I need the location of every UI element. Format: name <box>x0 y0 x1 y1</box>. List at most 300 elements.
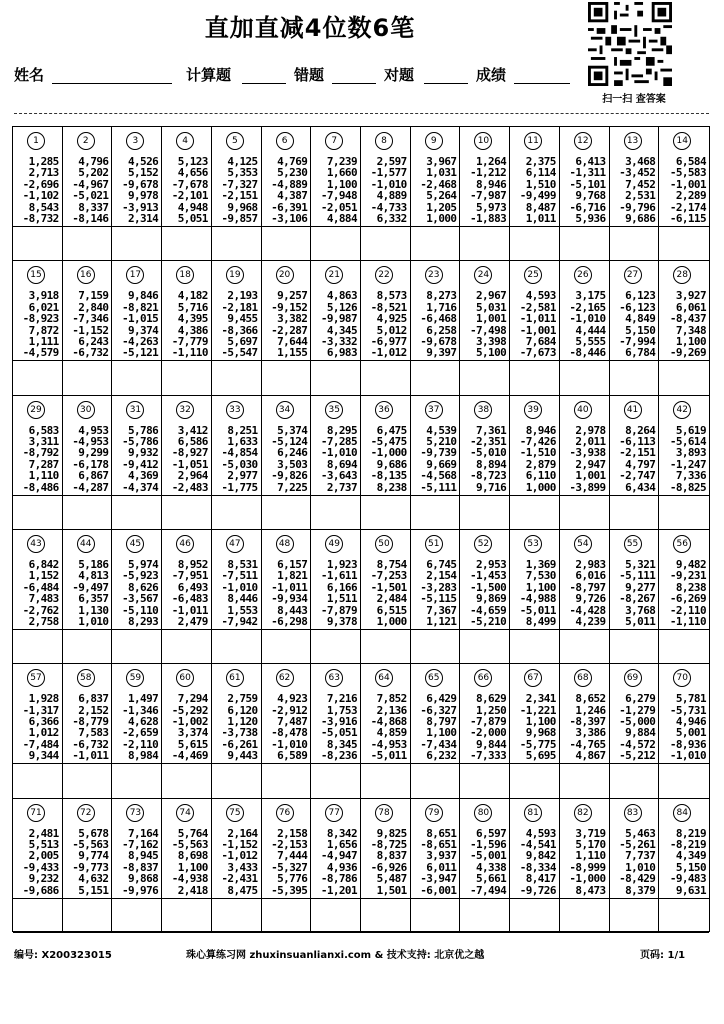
problem-value: 8,487 <box>525 200 556 214</box>
problem-value: 9,482 <box>675 557 706 571</box>
score-field[interactable] <box>514 83 570 84</box>
answer-box[interactable] <box>212 764 262 798</box>
problem-value: -9,726 <box>519 883 556 897</box>
problem-value: 3,768 <box>625 603 656 617</box>
problem-value: 9,443 <box>227 749 258 763</box>
answer-box[interactable] <box>659 496 709 530</box>
problem-value: 2,879 <box>525 457 556 471</box>
answer-box[interactable] <box>112 630 162 664</box>
problem-value: 8,797 <box>426 715 457 729</box>
problem-value: -7,494 <box>469 883 507 897</box>
problem-cell <box>262 530 312 630</box>
problem-cell <box>560 664 610 764</box>
problem-number: 34 <box>276 401 294 419</box>
problem-value: 5,973 <box>476 200 507 214</box>
answer-box[interactable] <box>262 899 312 933</box>
problem-cell <box>13 261 63 361</box>
problem-value: -1,001 <box>519 323 556 337</box>
problem-values <box>221 425 257 493</box>
answer-box[interactable] <box>311 764 361 798</box>
answer-box[interactable] <box>13 227 63 261</box>
problem-value: 2,136 <box>376 703 407 717</box>
problem-value: 1,012 <box>28 726 59 740</box>
problem-value: 1,510 <box>525 177 556 191</box>
problem-number: 13 <box>624 132 642 150</box>
problem-value: -8,821 <box>121 300 159 314</box>
answer-box[interactable] <box>411 496 461 530</box>
answer-box[interactable] <box>13 764 63 798</box>
problem-value: 4,526 <box>128 155 159 168</box>
problem-values <box>122 559 158 627</box>
answer-box[interactable] <box>411 764 461 798</box>
answer-box[interactable] <box>162 630 212 664</box>
answer-box[interactable] <box>262 361 312 395</box>
problem-number: 56 <box>673 535 691 553</box>
answer-box[interactable] <box>610 764 660 798</box>
problem-value: -1,247 <box>669 457 706 471</box>
problem-cell <box>112 664 162 764</box>
answer-box[interactable] <box>311 227 361 261</box>
answer-box[interactable] <box>162 899 212 933</box>
problem-value: -4,541 <box>519 838 556 852</box>
problem-value: 6,413 <box>575 155 606 168</box>
problem-value: 5,151 <box>78 883 109 897</box>
name-field[interactable] <box>52 83 172 84</box>
problem-value: 4,349 <box>675 849 706 863</box>
problem-value: -5,563 <box>72 838 109 852</box>
answer-box[interactable] <box>510 899 560 933</box>
answer-box[interactable] <box>13 361 63 395</box>
answer-box[interactable] <box>212 496 262 530</box>
problem-cell <box>13 396 63 496</box>
problem-value: 1,100 <box>525 580 556 594</box>
problem-value: -4,469 <box>171 749 208 763</box>
problem-value: 8,573 <box>376 289 407 303</box>
problem-number: 72 <box>77 804 95 822</box>
answer-box[interactable] <box>659 899 709 933</box>
answer-box[interactable] <box>659 361 709 395</box>
problem-values <box>619 425 655 493</box>
problem-value: 7,294 <box>177 692 208 706</box>
problem-value: -1,152 <box>221 838 258 852</box>
problem-values <box>271 559 307 627</box>
count-field[interactable] <box>242 83 286 84</box>
problem-value: -2,181 <box>221 300 258 314</box>
problem-value: -7,253 <box>370 569 407 583</box>
problem-value: 9,397 <box>426 346 457 360</box>
problem-number: 16 <box>77 266 95 284</box>
problem-value: 4,946 <box>675 715 706 729</box>
answer-box[interactable] <box>361 764 411 798</box>
answer-box[interactable] <box>411 361 461 395</box>
problem-number: 36 <box>375 401 393 419</box>
problem-value: -4,868 <box>370 715 407 729</box>
problem-value: -5,775 <box>519 737 556 751</box>
answer-box[interactable] <box>311 496 361 530</box>
answer-box[interactable] <box>63 361 113 395</box>
problem-value: -5,261 <box>619 838 656 852</box>
answer-box[interactable] <box>63 630 113 664</box>
problem-value: 8,754 <box>376 557 407 571</box>
problem-value: -6,115 <box>669 211 706 225</box>
problem-value: -9,739 <box>420 446 457 460</box>
problem-value: 5,210 <box>426 435 457 449</box>
problem-values <box>122 828 158 896</box>
problem-value: -4,765 <box>569 737 606 751</box>
answer-box[interactable] <box>510 764 560 798</box>
answer-box[interactable] <box>460 630 510 664</box>
problem-number: 50 <box>375 535 393 553</box>
problem-value: 4,395 <box>177 312 208 326</box>
problem-value: 5,011 <box>625 614 656 628</box>
answer-box[interactable] <box>560 227 610 261</box>
problem-number: 40 <box>574 401 592 419</box>
answer-box[interactable] <box>361 227 411 261</box>
problem-value: -5,101 <box>569 177 606 191</box>
problem-number: 82 <box>574 804 592 822</box>
problem-value: 2,531 <box>625 189 656 203</box>
problem-values <box>122 693 158 761</box>
problem-value: -1,010 <box>669 749 706 763</box>
problem-value: -4,953 <box>72 435 109 449</box>
problem-value: 8,446 <box>227 592 258 606</box>
problem-value: -6,468 <box>420 312 457 326</box>
problem-number: 43 <box>27 535 45 553</box>
problem-value: -6,113 <box>619 435 656 449</box>
problem-value: -6,123 <box>619 300 656 314</box>
problem-value: 4,849 <box>625 312 656 326</box>
problem-value: 2,759 <box>227 692 258 706</box>
answer-box[interactable] <box>361 899 411 933</box>
problem-value: -2,483 <box>171 480 208 494</box>
problem-values <box>23 828 59 896</box>
problem-values <box>470 828 506 896</box>
answer-box[interactable] <box>13 496 63 530</box>
problem-value: 8,219 <box>675 826 706 840</box>
problem-value: -8,825 <box>669 480 706 494</box>
problem-number: 5 <box>226 132 244 150</box>
answer-box[interactable] <box>610 227 660 261</box>
problem-value: 5,463 <box>625 826 656 840</box>
answer-box[interactable] <box>112 496 162 530</box>
problem-value: 1,753 <box>326 703 357 717</box>
answer-box[interactable] <box>460 361 510 395</box>
problem-number: 27 <box>624 266 642 284</box>
problem-value: 9,726 <box>575 592 606 606</box>
problem-number: 61 <box>226 669 244 687</box>
answer-box[interactable] <box>560 630 610 664</box>
answer-box[interactable] <box>162 361 212 395</box>
answer-box[interactable] <box>311 899 361 933</box>
problem-value: 5,230 <box>277 166 308 180</box>
problem-value: 5,170 <box>575 838 606 852</box>
problem-value: 2,005 <box>28 849 59 863</box>
problem-value: 2,341 <box>525 692 556 706</box>
problem-value: -7,333 <box>469 749 507 763</box>
answer-box[interactable] <box>162 496 212 530</box>
problem-value: 6,867 <box>78 469 109 483</box>
problem-values <box>371 290 407 358</box>
answer-box[interactable] <box>460 899 510 933</box>
problem-cell <box>311 664 361 764</box>
problem-value: 4,925 <box>376 312 407 326</box>
problem-value: -2,101 <box>171 189 208 203</box>
problem-value: 3,398 <box>476 334 507 348</box>
answer-box[interactable] <box>411 899 461 933</box>
problem-values <box>420 559 456 627</box>
problem-block <box>13 799 709 933</box>
problem-value: -5,563 <box>171 838 208 852</box>
answer-box[interactable] <box>212 630 262 664</box>
problem-values <box>221 156 257 224</box>
problem-values <box>670 290 706 358</box>
problem-values <box>470 559 506 627</box>
answer-box[interactable] <box>510 630 560 664</box>
cut-line <box>14 113 709 114</box>
problem-value: 7,644 <box>277 334 308 348</box>
problem-cell <box>460 664 510 764</box>
problem-value: 6,110 <box>525 469 556 483</box>
problem-value: -9,412 <box>121 457 159 471</box>
problem-value: -8,797 <box>569 580 606 594</box>
answer-box[interactable] <box>13 630 63 664</box>
problem-value: 5,123 <box>177 155 208 168</box>
problem-value: -9,678 <box>420 334 457 348</box>
problem-value: 4,863 <box>326 289 357 303</box>
answer-box[interactable] <box>162 764 212 798</box>
problem-value: -2,110 <box>669 603 706 617</box>
answer-box[interactable] <box>262 630 312 664</box>
problem-value: -8,936 <box>669 737 706 751</box>
problem-value: 8,238 <box>675 580 706 594</box>
problem-cell <box>510 664 560 764</box>
answer-box[interactable] <box>361 630 411 664</box>
answer-box[interactable] <box>112 227 162 261</box>
problem-value: -5,731 <box>669 703 706 717</box>
problem-cell <box>659 530 709 630</box>
answer-box[interactable] <box>411 630 461 664</box>
answer-box[interactable] <box>510 227 560 261</box>
answer-box[interactable] <box>212 361 262 395</box>
problem-number: 21 <box>325 266 343 284</box>
problem-value: 4,936 <box>326 860 357 874</box>
problem-value: 4,923 <box>277 692 308 706</box>
problem-values <box>569 828 605 896</box>
problem-value: 8,651 <box>426 826 457 840</box>
answer-box[interactable] <box>411 227 461 261</box>
answer-box[interactable] <box>560 361 610 395</box>
answer-box[interactable] <box>361 361 411 395</box>
problem-number: 49 <box>325 535 343 553</box>
problem-number: 48 <box>276 535 294 553</box>
answer-box[interactable] <box>659 764 709 798</box>
problem-value: -8,651 <box>420 838 457 852</box>
problem-value: 4,889 <box>376 189 407 203</box>
right-field[interactable] <box>424 83 468 84</box>
answer-box[interactable] <box>659 227 709 261</box>
problem-value: -8,779 <box>72 715 109 729</box>
problem-value: 5,615 <box>177 737 208 751</box>
problem-number: 64 <box>375 669 393 687</box>
problem-value: -1,012 <box>370 346 407 360</box>
answer-box[interactable] <box>560 496 610 530</box>
problem-value: 4,369 <box>128 469 159 483</box>
problem-value: -5,011 <box>370 749 407 763</box>
problem-value: 2,947 <box>575 457 606 471</box>
problem-values <box>23 290 59 358</box>
answer-box[interactable] <box>311 630 361 664</box>
answer-box[interactable] <box>262 764 312 798</box>
problem-number: 10 <box>474 132 492 150</box>
problem-value: -7,162 <box>121 838 159 852</box>
problem-value: -1,011 <box>72 749 109 763</box>
problem-number: 20 <box>276 266 294 284</box>
problem-value: 2,011 <box>575 435 606 449</box>
problem-block <box>13 530 709 664</box>
problem-value: 6,021 <box>28 300 59 314</box>
problem-value: 5,031 <box>476 300 507 314</box>
problem-value: -6,001 <box>420 883 457 897</box>
problem-value: -7,484 <box>22 737 59 751</box>
problem-value: -8,723 <box>469 469 507 483</box>
problem-value: -5,121 <box>121 346 159 360</box>
answer-box[interactable] <box>510 361 560 395</box>
problem-value: 6,837 <box>78 692 109 706</box>
problem-value: -6,391 <box>271 200 308 214</box>
problem-value: 8,475 <box>227 883 258 897</box>
answer-box[interactable] <box>610 361 660 395</box>
answer-box[interactable] <box>63 227 113 261</box>
problem-values <box>23 425 59 493</box>
problem-number: 18 <box>176 266 194 284</box>
problem-value: -9,987 <box>320 312 357 326</box>
answer-box[interactable] <box>212 899 262 933</box>
answer-box[interactable] <box>460 227 510 261</box>
problem-value: -3,738 <box>221 726 258 740</box>
answer-box[interactable] <box>63 899 113 933</box>
problem-number: 71 <box>27 804 45 822</box>
problem-value: -1,500 <box>469 580 507 594</box>
problem-cell <box>460 261 510 361</box>
problem-value: -1,012 <box>221 849 258 863</box>
answer-box[interactable] <box>460 496 510 530</box>
problem-values <box>371 425 407 493</box>
answer-box[interactable] <box>311 361 361 395</box>
answer-box[interactable] <box>212 227 262 261</box>
problem-value: -1,010 <box>271 737 308 751</box>
problem-value: 8,251 <box>227 423 258 437</box>
problem-value: -1,510 <box>519 446 556 460</box>
answer-box[interactable] <box>63 496 113 530</box>
answer-box[interactable] <box>162 227 212 261</box>
problem-value: 7,872 <box>28 323 59 337</box>
answer-box[interactable] <box>610 496 660 530</box>
problem-value: -6,483 <box>171 592 208 606</box>
answer-box[interactable] <box>112 764 162 798</box>
answer-box[interactable] <box>560 764 610 798</box>
problem-value: 5,353 <box>227 166 258 180</box>
problem-value: 7,287 <box>28 457 59 471</box>
answer-box[interactable] <box>460 764 510 798</box>
problem-value: 2,967 <box>476 289 507 303</box>
problem-value: -8,334 <box>519 860 556 874</box>
answer-box[interactable] <box>510 496 560 530</box>
problem-value: -2,165 <box>569 300 606 314</box>
answer-box[interactable] <box>262 496 312 530</box>
problem-value: 2,164 <box>227 826 258 840</box>
answer-box[interactable] <box>610 899 660 933</box>
problem-value: 1,010 <box>78 614 109 628</box>
problem-value: 6,584 <box>675 155 706 168</box>
problem-value: 4,953 <box>78 423 109 437</box>
problem-value: -5,923 <box>121 569 159 583</box>
problem-value: 9,257 <box>277 289 308 303</box>
problem-value: 7,216 <box>326 692 357 706</box>
problem-value: 7,367 <box>426 603 457 617</box>
problem-value: 9,686 <box>376 457 407 471</box>
answer-box[interactable] <box>63 764 113 798</box>
problem-value: 9,768 <box>575 189 606 203</box>
problem-number: 58 <box>77 669 95 687</box>
problem-values <box>172 290 208 358</box>
answer-box[interactable] <box>112 899 162 933</box>
problem-values <box>470 693 506 761</box>
problem-value: 9,868 <box>128 872 159 886</box>
problem-value: -8,792 <box>22 446 59 460</box>
problem-cell <box>460 799 510 899</box>
problem-value: 5,126 <box>326 300 357 314</box>
problem-cell <box>311 799 361 899</box>
answer-box[interactable] <box>560 899 610 933</box>
answer-box[interactable] <box>361 496 411 530</box>
problem-value: 1,250 <box>476 703 507 717</box>
problem-value: 7,530 <box>525 569 556 583</box>
problem-values <box>172 828 208 896</box>
problem-cell <box>212 261 262 361</box>
problem-value: 3,967 <box>426 155 457 168</box>
student-info-row <box>14 64 584 86</box>
problem-value: -5,111 <box>619 569 656 583</box>
answer-box[interactable] <box>13 899 63 933</box>
problem-values <box>221 290 257 358</box>
answer-box[interactable] <box>262 227 312 261</box>
problem-value: -9,499 <box>519 189 556 203</box>
problem-value: 7,483 <box>28 592 59 606</box>
problem-value: 6,016 <box>575 569 606 583</box>
answer-box[interactable] <box>112 361 162 395</box>
problem-value: 8,652 <box>575 692 606 706</box>
problem-value: -1,317 <box>22 703 59 717</box>
problem-number: 75 <box>226 804 244 822</box>
answer-box[interactable] <box>659 630 709 664</box>
problem-value: 1,120 <box>227 715 258 729</box>
problem-value: 4,796 <box>78 155 109 168</box>
problem-value: -8,446 <box>569 346 606 360</box>
problem-value: -5,124 <box>271 435 308 449</box>
problem-number: 6 <box>276 132 294 150</box>
problem-value: -2,581 <box>519 300 556 314</box>
problem-value: -9,857 <box>221 211 258 225</box>
problem-number: 23 <box>425 266 443 284</box>
problem-value: 6,434 <box>625 480 656 494</box>
problem-cell <box>311 396 361 496</box>
answer-box[interactable] <box>610 630 660 664</box>
problem-value: 8,698 <box>177 849 208 863</box>
problem-value: -4,287 <box>72 480 109 494</box>
problem-value: 5,150 <box>675 860 706 874</box>
wrong-field[interactable] <box>332 83 376 84</box>
problem-value: 2,193 <box>227 289 258 303</box>
